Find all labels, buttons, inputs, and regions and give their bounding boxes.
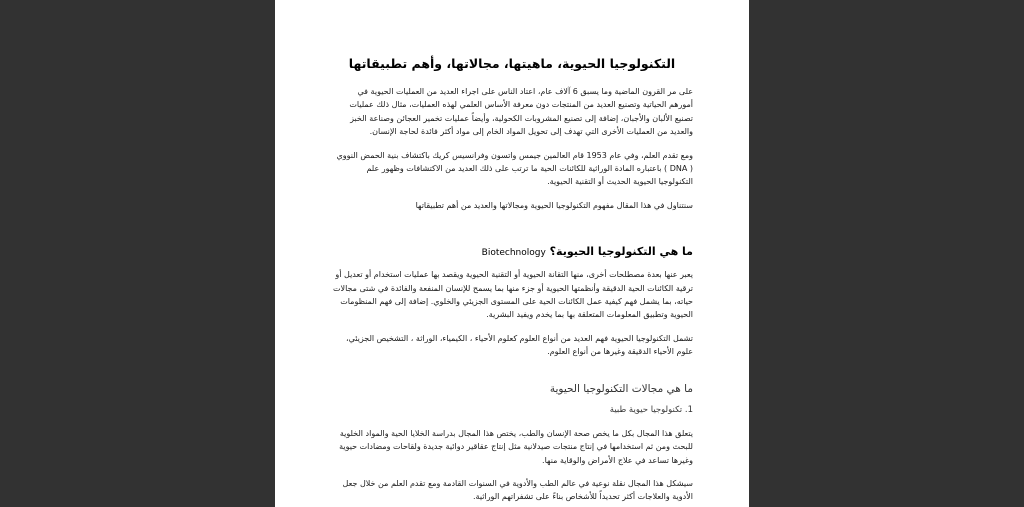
intro-paragraph-2: ومع تقدم العلم، وفي عام 1953 قام العالمين جيمس واتسون وفرانسيس كريك باكتشاف بنية الحمض النووي ( DNA ) باعتباره المادة الوراثية للكائنات الحية ما ترتب على ذلك العديد من الاكتشافات وظهور علم التكنولوجيا الحيوية الحديث أو التقنية الحيوية. (336, 150, 693, 187)
section1-paragraph-1: يعبر عنها بعدة مصطلحات أخرى، منها التقانة الحيوية أو التقنية الحيوية ويقصد بها عمليات استخدام أو تعديل أو ترقية الكائنات الحية الدقيقة وأنظمتها الحيوية أو جزء منها بما يسمح للإنسان المنفعة والفائدة في شتى مجالات حياته، بما يشمل فهم كيفية عمل الكائنات الحية على المستوى الجزيئي والخلوي. إضافة إلى فهم المنظومات الحيوية وتطبيق المعلومات المتعلقة بها بما يخدم ويفيد البشرية. (332, 270, 693, 320)
section1-paragraph-2: تشمل التكنولوجيا الحيوية فهم العديد من أنواع العلوم كعلوم الأحياء ، الكيمياء، الوراثة ، التشخيص الجزيئي، علوم الأحياء الدقيقة وغيرها من أنواع العلوم. (345, 333, 693, 357)
document-page (275, 0, 749, 507)
document-body (331, 56, 693, 504)
intro-paragraph-1: على مر القرون الماضية وما يسبق 6 آلاف عام، اعتاد الناس على اجراء العديد من العمليات الحيوية في أمورهم الحياتية وتصنيع العديد من المنتجات دون معرفة الأساس العلمي لهذه العمليات، مثال ذلك عمليات تصنيع الألبان والأجبان، إضافة إلى تصنيع المشروبات الكحولية، وأيضاً عمليات تخمير العجائن وصناعة الخبز والعديد من العمليات الأخرى التي تهدف إلى تحويل المواد الخام إلى مواد أكثر فائدة لحاجة الإنسان. (349, 87, 693, 137)
section-heading-fields: ما هي مجالات التكنولوجيا الحيوية (549, 382, 693, 395)
section-heading-english: Biotechnology (481, 248, 546, 259)
subheading-medical-biotech: 1. تكنولوجيا حيوية طبية (609, 404, 693, 415)
section2-paragraph-2: سيشكل هذا المجال نقلة نوعية في عالم الطب والأدوية في السنوات القادمة ومع تقدم العلم من خلال جعل الأدوية والعلاجات أكثر تحديداً للأشخاص بناءً على تشفراتهم الوراثية. (342, 478, 693, 502)
document-title: التكنولوجيا الحيوية، ماهيتها، مجالاتها، وأهم تطبيقاتها (348, 56, 676, 71)
section-heading-what-is-biotech (331, 245, 693, 258)
section2-paragraph-1: يتعلق هذا المجال بكل ما يخص صحة الإنسان والطب، يختص هذا المجال بدراسة الخلايا الحية والمواد الخلوية للبحث ومن ثم استخدامها في إنتاج منتجات صيدلانية مثل إنتاج عقاقير دوائية جديدة ولقاحات ومضادات حيوية وغيرها تساعد في علاج الأمراض والوقاية منها. (339, 428, 693, 465)
section-heading-text: ما هي التكنولوجيا الحيوية؟ (549, 245, 693, 259)
intro-paragraph-3: سنتناول في هذا المقال مفهوم التكنولوجيا الحيوية ومجالاتها والعديد من أهم تطبيقاتها (415, 200, 693, 210)
